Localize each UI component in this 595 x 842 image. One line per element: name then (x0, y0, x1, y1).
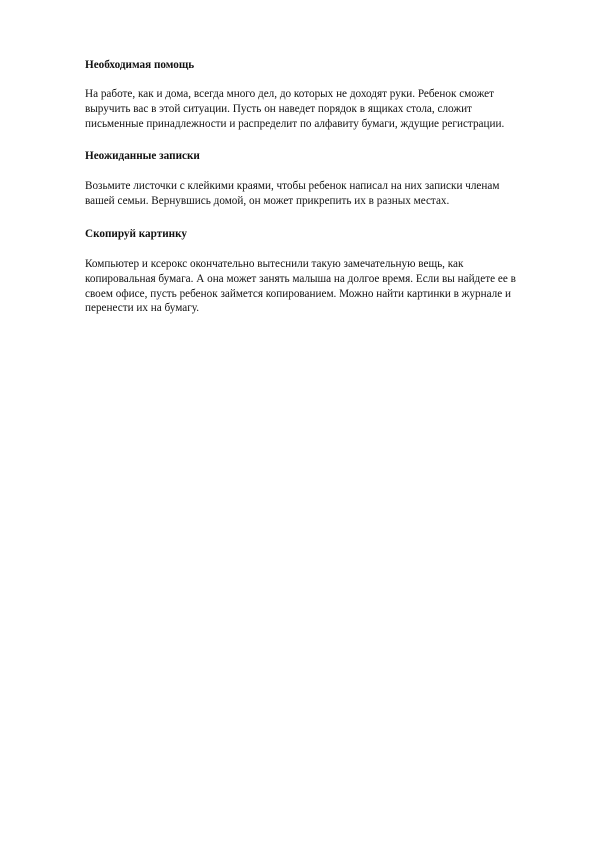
paragraph-line: письменные принадлежности и распределит по алфавиту бумаги, ждущие регистрации. (85, 117, 505, 130)
section-paragraph (85, 257, 545, 316)
paragraph-line: копировальная бумага. А она может занять малыша на долгое время. Если вы найдете ее в (85, 272, 516, 285)
paragraph-line: вашей семьи. Вернувшись домой, он может прикрепить их в разных местах. (85, 195, 450, 208)
paragraph-line: Возьмите листочки с клейкими краями, чтобы ребенок написал на них записки членам (85, 180, 500, 193)
section-unexpected-notes (85, 149, 545, 209)
section-paragraph (85, 179, 545, 209)
section-copy-picture (85, 227, 545, 316)
paragraph-line: своем офисе, пусть ребенок займется копированием. Можно найти картинки в журнале и (85, 287, 511, 300)
section-heading: Скопируй картинку (85, 227, 187, 240)
paragraph-line: Компьютер и ксерокс окончательно вытеснили такую замечательную вещь, как (85, 257, 464, 270)
document-page (85, 58, 545, 316)
paragraph-line: перенести их на бумагу. (85, 302, 200, 315)
section-paragraph (85, 87, 545, 131)
section-necessary-help (85, 58, 545, 131)
section-heading: Необходимая помощь (85, 59, 195, 71)
paragraph-line: выручить вас в этой ситуации. Пусть он наведет порядок в ящиках стола, сложит (85, 102, 472, 115)
section-heading: Неожиданные записки (85, 150, 200, 163)
paragraph-line: На работе, как и дома, всегда много дел, до которых не доходят руки. Ребенок сможет (85, 88, 495, 100)
